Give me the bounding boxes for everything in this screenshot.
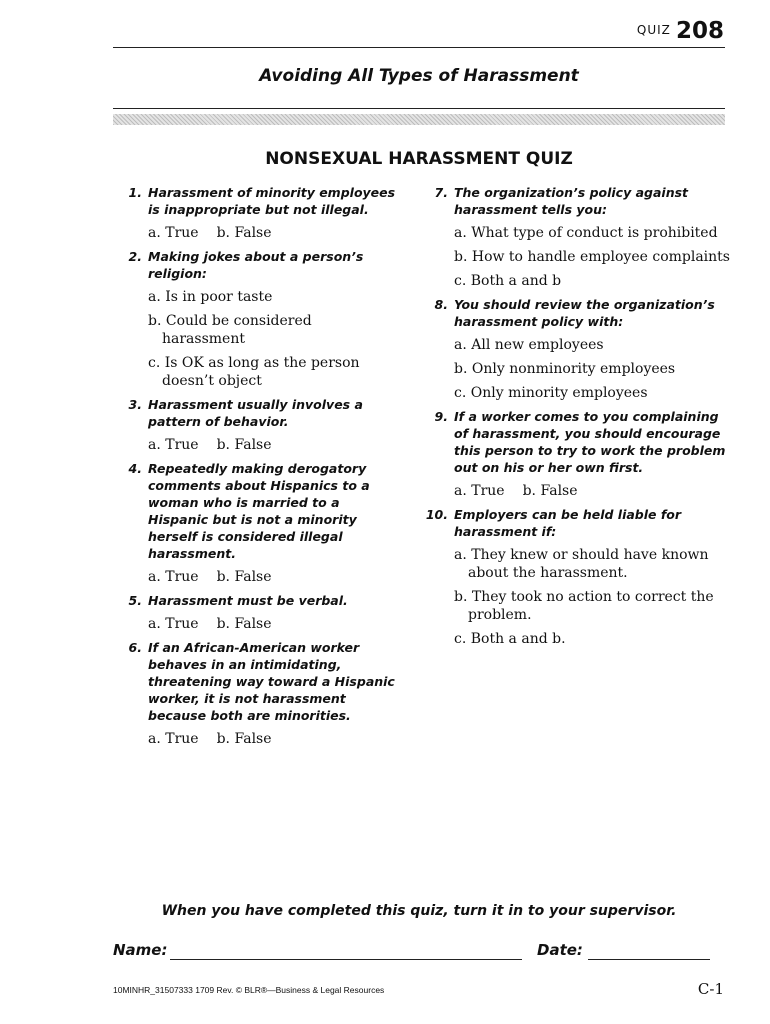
question-number: 8.	[434, 297, 448, 312]
question-item	[112, 639, 398, 748]
question-item	[418, 408, 730, 500]
answer-false[interactable]: b. False	[216, 616, 272, 632]
closing-instruction: When you have completed this quiz, turn it in to your supervisor.	[161, 903, 677, 919]
answer-option[interactable]: a. Is in poor taste	[148, 289, 273, 305]
answer-false[interactable]: b. False	[216, 225, 272, 241]
question-text: If a worker comes to you complaining of harassment, you should encourage this person to try to work the problem out on his or her own first.	[454, 409, 726, 475]
right-question-column	[418, 184, 730, 654]
question-number: 2.	[128, 249, 142, 264]
answer-true[interactable]: a. True	[148, 437, 199, 453]
question-item	[112, 184, 398, 242]
answer-false[interactable]: b. False	[216, 437, 272, 453]
true-false-options	[454, 482, 730, 500]
question-number: 9.	[434, 409, 448, 424]
answer-option[interactable]: b. They took no action to correct the problem.	[454, 589, 714, 623]
top-rule	[113, 47, 725, 48]
answer-false[interactable]: b. False	[522, 483, 578, 499]
answer-option[interactable]: c. Only minority employees	[454, 385, 648, 401]
name-field-line[interactable]	[170, 959, 522, 960]
question-item	[112, 592, 398, 633]
answer-false[interactable]: b. False	[216, 731, 272, 747]
footer-text: 10MINHR_31507333 1709 Rev. © BLR®—Business & Legal Resources	[113, 985, 385, 995]
answer-true[interactable]: a. True	[454, 483, 505, 499]
question-number: 1.	[128, 185, 142, 200]
question-item	[112, 460, 398, 586]
answer-option[interactable]: a. They knew or should have known about the harassment.	[454, 547, 709, 581]
true-false-options	[148, 615, 398, 633]
title-rule	[113, 108, 725, 109]
question-text: Repeatedly making derogatory comments about Hispanics to a woman who is married to a Hispanic but is not a minority herself is considered illegal harassment.	[148, 461, 370, 561]
answer-option[interactable]: b. Only nonminority employees	[454, 361, 676, 377]
answer-option[interactable]: c. Both a and b	[454, 273, 562, 289]
question-item	[418, 184, 730, 290]
question-text: If an African-American worker behaves in an intimidating, threatening way toward a Hispanic worker, it is not harassment because both are minorities.	[148, 640, 395, 723]
question-text: You should review the organization’s harassment policy with:	[454, 297, 715, 329]
true-false-options	[148, 224, 398, 242]
question-item	[112, 248, 398, 390]
question-text: Harassment usually involves a pattern of behavior.	[148, 397, 363, 429]
answer-true[interactable]: a. True	[148, 731, 199, 747]
quiz-label: QUIZ	[636, 23, 671, 37]
question-item	[418, 506, 730, 648]
question-number: 4.	[128, 461, 142, 476]
answer-false[interactable]: b. False	[216, 569, 272, 585]
answer-true[interactable]: a. True	[148, 225, 199, 241]
answer-option[interactable]: b. How to handle employee complaints	[454, 249, 730, 265]
question-text: Employers can be held liable for harassment if:	[454, 507, 682, 539]
name-label: Name:	[113, 941, 168, 959]
page-number: C-1	[697, 980, 724, 998]
true-false-options	[148, 436, 398, 454]
document-title: Avoiding All Types of Harassment	[259, 66, 579, 86]
date-label: Date:	[537, 941, 583, 959]
question-number: 3.	[128, 397, 142, 412]
answer-option[interactable]: c. Both a and b.	[454, 631, 566, 647]
quiz-heading: NONSEXUAL HARASSMENT QUIZ	[265, 149, 573, 169]
question-text: Harassment must be verbal.	[148, 593, 348, 608]
question-number: 6.	[128, 640, 142, 655]
question-item	[418, 296, 730, 402]
answer-true[interactable]: a. True	[148, 616, 199, 632]
left-question-column	[112, 184, 398, 754]
question-number: 7.	[434, 185, 448, 200]
shaded-band	[113, 114, 725, 125]
quiz-number-tag	[637, 18, 724, 44]
question-text: The organization’s policy against harassment tells you:	[454, 185, 689, 217]
quiz-number: 208	[675, 18, 724, 44]
question-number: 5.	[128, 593, 142, 608]
question-item	[112, 396, 398, 454]
true-false-options	[148, 730, 398, 748]
answer-option[interactable]: a. All new employees	[454, 337, 604, 353]
answer-option[interactable]: c. Is OK as long as the person doesn’t object	[148, 355, 360, 389]
question-text: Harassment of minority employees is inappropriate but not illegal.	[148, 185, 396, 217]
answer-true[interactable]: a. True	[148, 569, 199, 585]
answer-option[interactable]: b. Could be considered harassment	[148, 313, 312, 347]
question-number: 10.	[425, 507, 448, 522]
date-field-line[interactable]	[588, 959, 710, 960]
answer-option[interactable]: a. What type of conduct is prohibited	[454, 225, 718, 241]
true-false-options	[148, 568, 398, 586]
question-text: Making jokes about a person’s religion:	[148, 249, 364, 281]
